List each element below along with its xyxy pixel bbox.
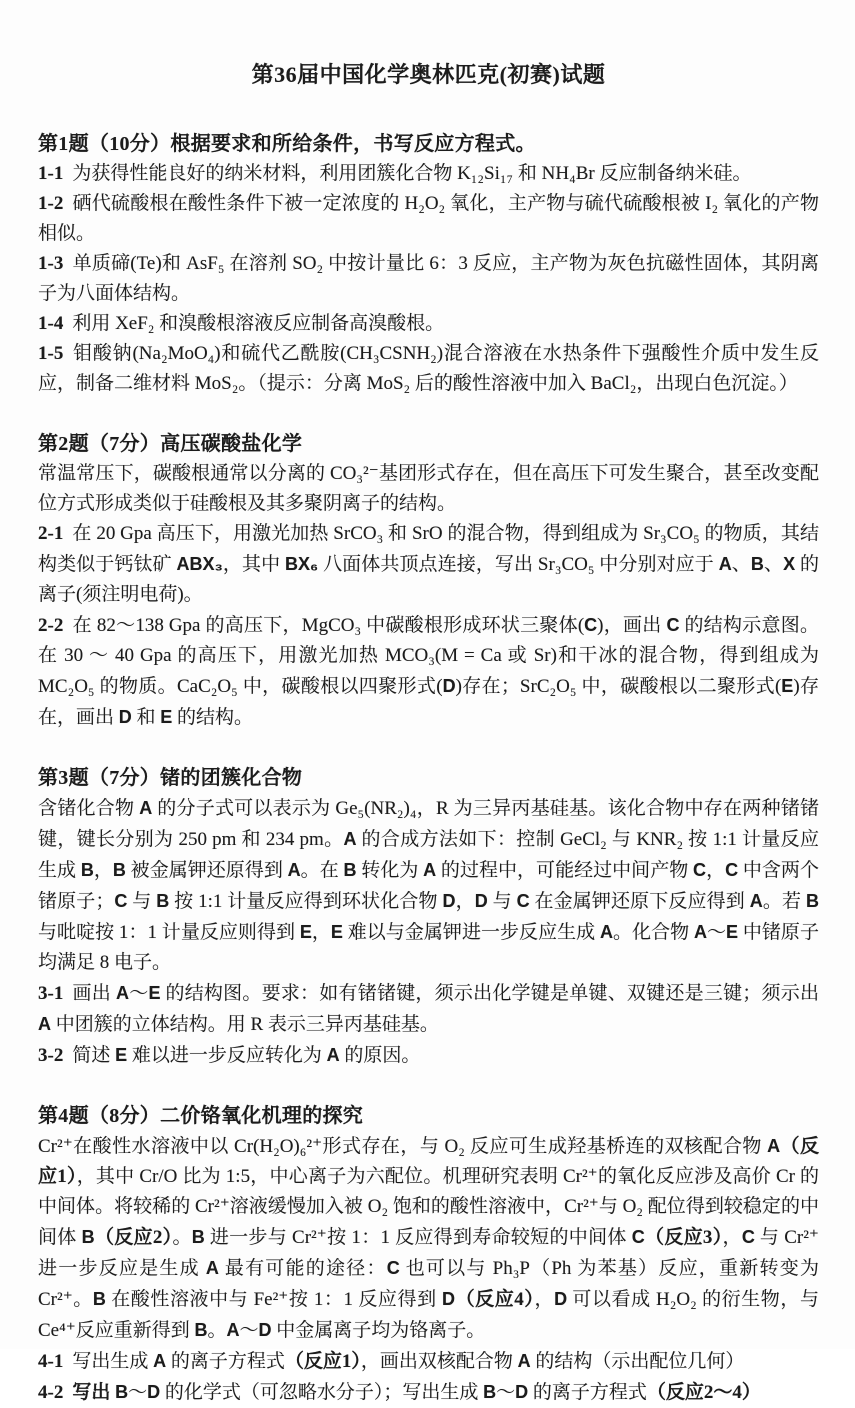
question-item-4-1 [38, 1346, 819, 1377]
question-4-intro: Cr²⁺在酸性水溶液中以 Cr(H₂O)₆²⁺形式存在，与 O₂ 反应可生成羟基桥连的双核配合物 A（反应1），其中 Cr/O 比为 1:5，中心离子为六配位。机理研究表明 Cr²⁺的氧化反应涉及高价 Cr 的中间体。将较稀的 Cr²⁺溶液缓慢加入被 O₂ 饱和的酸性溶液中，Cr²⁺与 O₂ 配位得到较稳定的中间体 B（反应2）。B 进一步与 Cr²⁺按 1：1 反应得到寿命较短的中间体 C（反应3），C 与 Cr²⁺进一步反应是生成 A 最有可能的途径：C 也可以与 Ph₃P（Ph 为苯基）反应，重新转变为 Cr²⁺。B 在酸性溶液中与 Fe²⁺按 1：1 反应得到 D（反应4），D 可以看成 H₂O₂ 的衍生物，与 Ce⁴⁺反应重新得到 B。A～D 中金属离子均为铬离子。 [38, 1136, 819, 1341]
item-text-3-2: 简述 E 难以进一步反应转化为 A 的原因。 [72, 1045, 421, 1066]
question-3-intro: 含锗化合物 A 的分子式可以表示为 Ge₅(NR₂)₄，R 为三异丙基硅基。该化合物中存在两种锗锗键，键长分别为 250 pm 和 234 pm。A 的合成方法如下：控制 GeCl₂ 与 KNR₂ 按 1:1 计量反应生成 B，B 被金属钾还原得到 A。在 B 转化为 A 的过程中，可能经过中间产物 C，C 中含两个锗原子；C 与 B 按 1:1 计量反应得到环状化合物 D，D 与 C 在金属钾还原下反应得到 A。若 B 与吡啶按 1：1 计量反应则得到 E，E 难以与金属钾进一步反应生成 A。化合物 A～E 中锗原子均满足 8 电子。 [38, 798, 819, 973]
question-item-1-3 [38, 249, 819, 309]
question-item-1-5 [38, 339, 819, 399]
question-1-heading: 第1题（10分）根据要求和所给条件，书写反应方程式。 [38, 133, 536, 155]
question-item-2-1 [38, 519, 819, 610]
item-text-1-5: 钼酸钠(Na₂MoO₄)和硫代乙酰胺(CH₃CSNH₂)混合溶液在水热条件下强酸性介质中发生反应，制备二维材料 MoS₂。（提示：分离 MoS₂ 后的酸性溶液中加入 BaCl₂，出现白色沉淀。） [38, 343, 819, 394]
item-text-4-2: 写出 B～D 的化学式（可忽略水分子）；写出生成 B～D 的离子方程式（反应2～4） [72, 1382, 761, 1403]
question-2-section [38, 427, 819, 733]
item-number-1-1: 1-1 [38, 163, 64, 184]
question-4-section [38, 1099, 819, 1408]
item-number-4-1: 4-1 [38, 1351, 64, 1372]
question-2-heading: 第2题（7分）高压碳酸盐化学 [38, 433, 303, 455]
question-4-heading: 第4题（8分）二价铬氧化机理的探究 [38, 1105, 364, 1127]
question-item-1-2 [38, 189, 819, 249]
question-item-3-2 [38, 1040, 819, 1071]
document-title: 第36届中国化学奥林匹克(初赛)试题 [251, 62, 606, 87]
item-number-3-1: 3-1 [38, 983, 64, 1004]
question-item-1-4 [38, 309, 819, 339]
question-3-section [38, 761, 819, 1071]
item-number-1-3: 1-3 [38, 253, 64, 274]
question-item-3-1 [38, 978, 819, 1040]
item-text-2-1: 在 20 Gpa 高压下，用激光加热 SrCO₃ 和 SrO 的混合物，得到组成为 Sr₃CO₅ 的物质，其结构类似于钙钛矿 ABX₃，其中 BX₆ 八面体共顶点连接，写出 Sr₃CO₅ 中分别对应于 A、B、X 的离子(须注明电荷)。 [38, 523, 819, 605]
item-number-4-2: 4-2 [38, 1382, 64, 1403]
item-number-1-4: 1-4 [38, 313, 64, 334]
item-text-1-3: 单质碲(Te)和 AsF₅ 在溶剂 SO₂ 中按计量比 6：3 反应，主产物为灰色抗磁性固体，其阴离子为八面体结构。 [38, 253, 819, 304]
item-number-3-2: 3-2 [38, 1045, 64, 1066]
item-text-1-4: 利用 XeF₂ 和溴酸根溶液反应制备高溴酸根。 [72, 313, 445, 334]
question-1-section [38, 127, 819, 399]
question-item-1-1 [38, 159, 819, 189]
question-3-heading: 第3题（7分）锗的团簇化合物 [38, 767, 303, 789]
item-number-2-1: 2-1 [38, 523, 64, 544]
item-text-4-1: 写出生成 A 的离子方程式（反应1），画出双核配合物 A 的结构（示出配位几何） [72, 1351, 745, 1372]
item-text-1-2: 硒代硫酸根在酸性条件下被一定浓度的 H₂O₂ 氧化，主产物与硫代硫酸根被 I₂ 氧化的产物相似。 [38, 193, 819, 244]
item-number-1-5: 1-5 [38, 343, 64, 364]
question-item-2-2 [38, 610, 819, 733]
item-number-2-2: 2-2 [38, 615, 64, 636]
question-item-4-2 [38, 1377, 819, 1408]
item-text-3-1: 画出 A～E 的结构图。要求：如有锗锗键，须示出化学键是单键、双键还是三键；须示出 A 中团簇的立体结构。用 R 表示三异丙基硅基。 [38, 983, 819, 1035]
item-text-2-2: 在 82～138 Gpa 的高压下，MgCO₃ 中碳酸根形成环状三聚体(C)，画出 C 的结构示意图。在 30 ～ 40 Gpa 的高压下，用激光加热 MCO₃(M = Ca 或 Sr)和干冰的混合物，得到组成为 MC₂O₅ 的物质。CaC₂O₅ 中，碳酸根以四聚形式(D)存在；SrC₂O₅ 中，碳酸根以二聚形式(E)存在，画出 D 和 E 的结构。 [38, 615, 819, 728]
item-number-1-2: 1-2 [38, 193, 64, 214]
question-2-intro: 常温常压下，碳酸根通常以分离的 CO₃²⁻基团形式存在，但在高压下可发生聚合，甚至改变配位方式形成类似于硅酸根及其多聚阴离子的结构。 [38, 463, 819, 514]
item-text-1-1: 为获得性能良好的纳米材料，利用团簇化合物 K₁₂Si₁₇ 和 NH₄Br 反应制备纳米硅。 [72, 163, 752, 184]
